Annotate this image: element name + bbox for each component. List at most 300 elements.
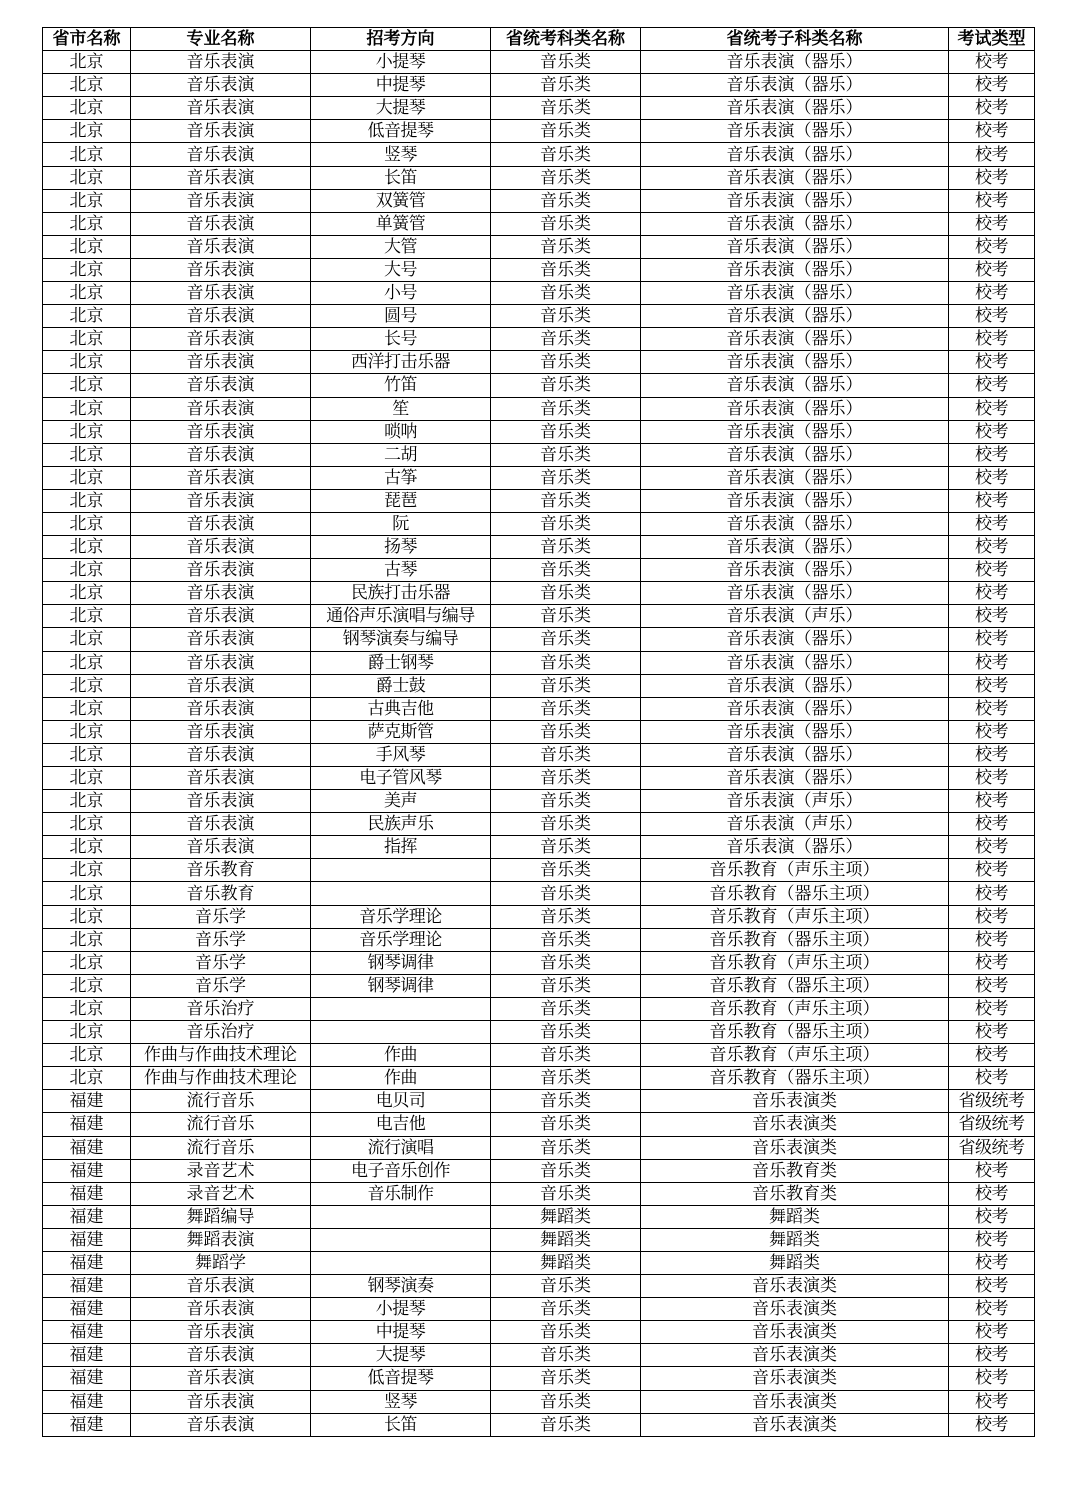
cell-exam-type: 校考 — [949, 1298, 1035, 1321]
cell-exam-type: 校考 — [949, 628, 1035, 651]
cell-category: 音乐类 — [491, 74, 641, 97]
cell-exam-type: 校考 — [949, 674, 1035, 697]
cell-category: 音乐类 — [491, 790, 641, 813]
cell-exam-type: 校考 — [949, 790, 1035, 813]
cell-category: 音乐类 — [491, 997, 641, 1020]
cell-direction: 中提琴 — [311, 74, 491, 97]
cell-subcategory: 音乐教育（器乐主项） — [641, 1021, 949, 1044]
cell-major: 音乐教育 — [131, 859, 311, 882]
cell-major: 音乐表演 — [131, 258, 311, 281]
table-row — [43, 605, 1035, 628]
cell-category: 音乐类 — [491, 536, 641, 559]
cell-major: 音乐表演 — [131, 813, 311, 836]
cell-major: 音乐表演 — [131, 767, 311, 790]
cell-exam-type: 校考 — [949, 97, 1035, 120]
cell-exam-type: 校考 — [949, 859, 1035, 882]
cell-exam-type: 省级统考 — [949, 1090, 1035, 1113]
cell-direction: 音乐制作 — [311, 1182, 491, 1205]
table-row — [43, 697, 1035, 720]
cell-category: 音乐类 — [491, 212, 641, 235]
cell-province: 北京 — [43, 697, 131, 720]
cell-exam-type: 校考 — [949, 536, 1035, 559]
table-row — [43, 905, 1035, 928]
cell-province: 北京 — [43, 928, 131, 951]
cell-exam-type: 校考 — [949, 305, 1035, 328]
cell-province: 北京 — [43, 235, 131, 258]
cell-major: 录音艺术 — [131, 1159, 311, 1182]
cell-province: 北京 — [43, 1044, 131, 1067]
cell-category: 音乐类 — [491, 235, 641, 258]
header-direction: 招考方向 — [311, 28, 491, 51]
cell-category: 音乐类 — [491, 1390, 641, 1413]
cell-subcategory: 音乐教育（声乐主项） — [641, 859, 949, 882]
table-row — [43, 443, 1035, 466]
cell-direction: 钢琴演奏 — [311, 1275, 491, 1298]
cell-major: 舞蹈编导 — [131, 1205, 311, 1228]
cell-exam-type: 省级统考 — [949, 1136, 1035, 1159]
table-row — [43, 143, 1035, 166]
table-row — [43, 1413, 1035, 1436]
cell-exam-type: 校考 — [949, 258, 1035, 281]
cell-subcategory: 音乐表演类 — [641, 1113, 949, 1136]
header-major: 专业名称 — [131, 28, 311, 51]
cell-major: 音乐表演 — [131, 189, 311, 212]
cell-subcategory: 音乐表演（器乐） — [641, 351, 949, 374]
cell-category: 音乐类 — [491, 697, 641, 720]
cell-subcategory: 音乐表演（器乐） — [641, 628, 949, 651]
cell-subcategory: 音乐表演（声乐） — [641, 813, 949, 836]
cell-major: 音乐表演 — [131, 582, 311, 605]
cell-exam-type: 校考 — [949, 951, 1035, 974]
cell-direction: 竖琴 — [311, 143, 491, 166]
cell-direction: 手风琴 — [311, 743, 491, 766]
cell-province: 福建 — [43, 1205, 131, 1228]
cell-province: 福建 — [43, 1136, 131, 1159]
cell-direction: 通俗声乐演唱与编导 — [311, 605, 491, 628]
cell-province: 福建 — [43, 1228, 131, 1251]
cell-exam-type: 校考 — [949, 1182, 1035, 1205]
cell-category: 音乐类 — [491, 489, 641, 512]
table-row — [43, 1367, 1035, 1390]
cell-direction: 圆号 — [311, 305, 491, 328]
cell-major: 音乐表演 — [131, 166, 311, 189]
cell-subcategory: 音乐表演（器乐） — [641, 235, 949, 258]
cell-major: 音乐表演 — [131, 51, 311, 74]
cell-category: 音乐类 — [491, 397, 641, 420]
cell-direction: 钢琴调律 — [311, 951, 491, 974]
cell-subcategory: 音乐表演（器乐） — [641, 212, 949, 235]
table-row — [43, 1321, 1035, 1344]
cell-major: 音乐表演 — [131, 559, 311, 582]
cell-major: 音乐治疗 — [131, 1021, 311, 1044]
cell-subcategory: 音乐表演（器乐） — [641, 443, 949, 466]
cell-province: 北京 — [43, 790, 131, 813]
cell-subcategory: 音乐表演类 — [641, 1090, 949, 1113]
cell-major: 音乐表演 — [131, 120, 311, 143]
cell-province: 北京 — [43, 1067, 131, 1090]
cell-province: 北京 — [43, 651, 131, 674]
cell-subcategory: 音乐表演（器乐） — [641, 397, 949, 420]
cell-subcategory: 音乐表演（器乐） — [641, 512, 949, 535]
cell-category: 音乐类 — [491, 582, 641, 605]
cell-major: 音乐表演 — [131, 282, 311, 305]
cell-category: 音乐类 — [491, 166, 641, 189]
cell-major: 音乐表演 — [131, 674, 311, 697]
cell-subcategory: 音乐表演（器乐） — [641, 836, 949, 859]
cell-exam-type: 校考 — [949, 1321, 1035, 1344]
cell-province: 北京 — [43, 305, 131, 328]
table-row — [43, 1205, 1035, 1228]
cell-major: 舞蹈学 — [131, 1251, 311, 1274]
table-header — [43, 28, 1035, 51]
cell-direction — [311, 997, 491, 1020]
cell-exam-type: 校考 — [949, 143, 1035, 166]
cell-major: 录音艺术 — [131, 1182, 311, 1205]
cell-direction: 音乐学理论 — [311, 928, 491, 951]
cell-exam-type: 校考 — [949, 351, 1035, 374]
cell-exam-type: 校考 — [949, 559, 1035, 582]
table-row — [43, 489, 1035, 512]
cell-direction: 竹笛 — [311, 374, 491, 397]
cell-province: 福建 — [43, 1251, 131, 1274]
cell-exam-type: 校考 — [949, 51, 1035, 74]
cell-major: 音乐表演 — [131, 235, 311, 258]
cell-direction: 中提琴 — [311, 1321, 491, 1344]
cell-major: 音乐表演 — [131, 97, 311, 120]
cell-direction — [311, 1021, 491, 1044]
cell-category: 音乐类 — [491, 51, 641, 74]
cell-category: 音乐类 — [491, 443, 641, 466]
table-row — [43, 1251, 1035, 1274]
cell-province: 北京 — [43, 974, 131, 997]
cell-major: 音乐表演 — [131, 605, 311, 628]
cell-exam-type: 校考 — [949, 512, 1035, 535]
cell-category: 音乐类 — [491, 651, 641, 674]
cell-category: 音乐类 — [491, 258, 641, 281]
cell-province: 福建 — [43, 1413, 131, 1436]
cell-direction: 指挥 — [311, 836, 491, 859]
cell-province: 福建 — [43, 1321, 131, 1344]
cell-category: 音乐类 — [491, 1344, 641, 1367]
cell-subcategory: 音乐表演（器乐） — [641, 120, 949, 143]
table-row — [43, 813, 1035, 836]
cell-category: 音乐类 — [491, 605, 641, 628]
cell-major: 舞蹈表演 — [131, 1228, 311, 1251]
cell-subcategory: 音乐表演（器乐） — [641, 651, 949, 674]
cell-direction: 阮 — [311, 512, 491, 535]
table-row — [43, 928, 1035, 951]
cell-direction: 单簧管 — [311, 212, 491, 235]
cell-exam-type: 校考 — [949, 328, 1035, 351]
cell-province: 北京 — [43, 143, 131, 166]
cell-subcategory: 音乐表演类 — [641, 1344, 949, 1367]
cell-exam-type: 校考 — [949, 605, 1035, 628]
cell-major: 音乐表演 — [131, 651, 311, 674]
cell-province: 福建 — [43, 1090, 131, 1113]
cell-major: 音乐表演 — [131, 536, 311, 559]
cell-exam-type: 校考 — [949, 767, 1035, 790]
cell-province: 北京 — [43, 997, 131, 1020]
table-row — [43, 328, 1035, 351]
cell-province: 北京 — [43, 836, 131, 859]
cell-province: 福建 — [43, 1390, 131, 1413]
cell-subcategory: 音乐表演（器乐） — [641, 767, 949, 790]
cell-direction: 流行演唱 — [311, 1136, 491, 1159]
cell-province: 北京 — [43, 536, 131, 559]
table-row — [43, 651, 1035, 674]
cell-subcategory: 音乐表演（器乐） — [641, 258, 949, 281]
cell-major: 音乐表演 — [131, 212, 311, 235]
cell-major: 音乐表演 — [131, 1390, 311, 1413]
cell-province: 北京 — [43, 767, 131, 790]
cell-exam-type: 校考 — [949, 651, 1035, 674]
table-body — [43, 51, 1035, 1437]
cell-subcategory: 音乐表演（器乐） — [641, 74, 949, 97]
cell-province: 北京 — [43, 582, 131, 605]
cell-exam-type: 校考 — [949, 397, 1035, 420]
cell-category: 音乐类 — [491, 1182, 641, 1205]
cell-province: 北京 — [43, 420, 131, 443]
cell-major: 音乐表演 — [131, 512, 311, 535]
cell-direction: 低音提琴 — [311, 120, 491, 143]
cell-direction: 电子音乐创作 — [311, 1159, 491, 1182]
table-row — [43, 305, 1035, 328]
cell-major: 音乐表演 — [131, 328, 311, 351]
table-row — [43, 235, 1035, 258]
cell-subcategory: 音乐表演（器乐） — [641, 559, 949, 582]
cell-direction: 民族声乐 — [311, 813, 491, 836]
table-row — [43, 258, 1035, 281]
cell-category: 音乐类 — [491, 951, 641, 974]
cell-direction: 爵士鼓 — [311, 674, 491, 697]
cell-category: 音乐类 — [491, 1367, 641, 1390]
cell-major: 音乐表演 — [131, 836, 311, 859]
table-row — [43, 536, 1035, 559]
cell-exam-type: 校考 — [949, 1067, 1035, 1090]
cell-direction: 萨克斯管 — [311, 720, 491, 743]
table-row — [43, 282, 1035, 305]
cell-category: 音乐类 — [491, 720, 641, 743]
table-row — [43, 420, 1035, 443]
cell-direction: 长笛 — [311, 166, 491, 189]
cell-subcategory: 音乐表演（器乐） — [641, 720, 949, 743]
table-row — [43, 397, 1035, 420]
table-row — [43, 790, 1035, 813]
header-subcategory: 省统考子科类名称 — [641, 28, 949, 51]
cell-major: 音乐表演 — [131, 489, 311, 512]
cell-exam-type: 校考 — [949, 1344, 1035, 1367]
cell-province: 北京 — [43, 120, 131, 143]
cell-province: 福建 — [43, 1275, 131, 1298]
cell-province: 北京 — [43, 212, 131, 235]
cell-direction — [311, 1205, 491, 1228]
cell-exam-type: 校考 — [949, 1021, 1035, 1044]
cell-category: 音乐类 — [491, 905, 641, 928]
cell-direction: 美声 — [311, 790, 491, 813]
table-row — [43, 1113, 1035, 1136]
cell-subcategory: 音乐表演（器乐） — [641, 305, 949, 328]
cell-major: 音乐表演 — [131, 443, 311, 466]
cell-subcategory: 音乐表演（器乐） — [641, 374, 949, 397]
cell-major: 流行音乐 — [131, 1136, 311, 1159]
cell-category: 音乐类 — [491, 420, 641, 443]
cell-subcategory: 音乐表演（器乐） — [641, 466, 949, 489]
cell-direction: 唢呐 — [311, 420, 491, 443]
table-row — [43, 1390, 1035, 1413]
cell-direction — [311, 1228, 491, 1251]
cell-subcategory: 音乐表演（器乐） — [641, 189, 949, 212]
cell-direction: 爵士钢琴 — [311, 651, 491, 674]
cell-exam-type: 校考 — [949, 697, 1035, 720]
cell-subcategory: 音乐表演类 — [641, 1275, 949, 1298]
table-row — [43, 74, 1035, 97]
cell-major: 音乐表演 — [131, 1367, 311, 1390]
cell-exam-type: 校考 — [949, 1228, 1035, 1251]
cell-direction: 大管 — [311, 235, 491, 258]
cell-province: 北京 — [43, 628, 131, 651]
cell-province: 北京 — [43, 813, 131, 836]
cell-category: 音乐类 — [491, 1275, 641, 1298]
cell-subcategory: 音乐表演（器乐） — [641, 420, 949, 443]
cell-exam-type: 校考 — [949, 720, 1035, 743]
cell-major: 音乐学 — [131, 928, 311, 951]
cell-direction: 扬琴 — [311, 536, 491, 559]
cell-category: 音乐类 — [491, 1136, 641, 1159]
cell-direction: 低音提琴 — [311, 1367, 491, 1390]
cell-exam-type: 校考 — [949, 74, 1035, 97]
cell-province: 福建 — [43, 1159, 131, 1182]
cell-direction: 作曲 — [311, 1067, 491, 1090]
cell-subcategory: 音乐表演（器乐） — [641, 536, 949, 559]
table-row — [43, 212, 1035, 235]
cell-category: 音乐类 — [491, 1321, 641, 1344]
cell-exam-type: 校考 — [949, 813, 1035, 836]
table-row — [43, 1021, 1035, 1044]
cell-subcategory: 音乐教育（声乐主项） — [641, 951, 949, 974]
table-row — [43, 97, 1035, 120]
cell-exam-type: 校考 — [949, 743, 1035, 766]
cell-subcategory: 音乐表演（器乐） — [641, 143, 949, 166]
cell-subcategory: 音乐表演类 — [641, 1413, 949, 1436]
cell-exam-type: 校考 — [949, 1159, 1035, 1182]
cell-province: 北京 — [43, 397, 131, 420]
cell-major: 音乐学 — [131, 905, 311, 928]
cell-category: 音乐类 — [491, 1021, 641, 1044]
table-row — [43, 882, 1035, 905]
cell-category: 音乐类 — [491, 351, 641, 374]
cell-province: 北京 — [43, 743, 131, 766]
cell-subcategory: 音乐表演（器乐） — [641, 51, 949, 74]
cell-major: 音乐教育 — [131, 882, 311, 905]
table-row — [43, 859, 1035, 882]
cell-major: 音乐表演 — [131, 305, 311, 328]
cell-province: 北京 — [43, 166, 131, 189]
cell-subcategory: 音乐表演（器乐） — [641, 582, 949, 605]
cell-direction: 西洋打击乐器 — [311, 351, 491, 374]
cell-direction: 大提琴 — [311, 1344, 491, 1367]
cell-exam-type: 校考 — [949, 420, 1035, 443]
cell-category: 音乐类 — [491, 859, 641, 882]
cell-exam-type: 校考 — [949, 997, 1035, 1020]
cell-exam-type: 省级统考 — [949, 1113, 1035, 1136]
cell-category: 音乐类 — [491, 559, 641, 582]
cell-direction: 古琴 — [311, 559, 491, 582]
table-row — [43, 559, 1035, 582]
cell-subcategory: 音乐表演类 — [641, 1390, 949, 1413]
cell-province: 福建 — [43, 1298, 131, 1321]
table-row — [43, 1067, 1035, 1090]
cell-category: 音乐类 — [491, 928, 641, 951]
cell-subcategory: 音乐表演（声乐） — [641, 790, 949, 813]
cell-category: 音乐类 — [491, 143, 641, 166]
cell-subcategory: 音乐教育类 — [641, 1159, 949, 1182]
cell-direction: 古筝 — [311, 466, 491, 489]
cell-exam-type: 校考 — [949, 928, 1035, 951]
cell-category: 音乐类 — [491, 1113, 641, 1136]
cell-category: 音乐类 — [491, 282, 641, 305]
cell-exam-type: 校考 — [949, 189, 1035, 212]
cell-category: 舞蹈类 — [491, 1228, 641, 1251]
cell-exam-type: 校考 — [949, 1390, 1035, 1413]
cell-major: 音乐表演 — [131, 351, 311, 374]
cell-province: 北京 — [43, 351, 131, 374]
cell-subcategory: 音乐表演（器乐） — [641, 674, 949, 697]
cell-category: 音乐类 — [491, 305, 641, 328]
cell-major: 音乐表演 — [131, 420, 311, 443]
cell-subcategory: 音乐教育（声乐主项） — [641, 1044, 949, 1067]
cell-province: 北京 — [43, 466, 131, 489]
cell-direction: 电子管风琴 — [311, 767, 491, 790]
cell-exam-type: 校考 — [949, 489, 1035, 512]
cell-subcategory: 音乐教育（声乐主项） — [641, 997, 949, 1020]
cell-category: 音乐类 — [491, 743, 641, 766]
cell-major: 音乐表演 — [131, 1321, 311, 1344]
cell-direction: 双簧管 — [311, 189, 491, 212]
table-row — [43, 1344, 1035, 1367]
table-row — [43, 628, 1035, 651]
cell-subcategory: 舞蹈类 — [641, 1228, 949, 1251]
cell-direction: 琵琶 — [311, 489, 491, 512]
cell-province: 福建 — [43, 1113, 131, 1136]
cell-direction: 音乐学理论 — [311, 905, 491, 928]
cell-direction: 电吉他 — [311, 1113, 491, 1136]
cell-direction: 竖琴 — [311, 1390, 491, 1413]
cell-category: 音乐类 — [491, 813, 641, 836]
table-row — [43, 1044, 1035, 1067]
table-row — [43, 1228, 1035, 1251]
cell-major: 音乐表演 — [131, 1344, 311, 1367]
cell-direction: 长号 — [311, 328, 491, 351]
cell-subcategory: 音乐表演（器乐） — [641, 328, 949, 351]
cell-major: 音乐学 — [131, 974, 311, 997]
cell-major: 音乐表演 — [131, 466, 311, 489]
cell-major: 音乐表演 — [131, 397, 311, 420]
cell-major: 流行音乐 — [131, 1113, 311, 1136]
cell-category: 音乐类 — [491, 1044, 641, 1067]
cell-category: 音乐类 — [491, 767, 641, 790]
cell-subcategory: 音乐表演（器乐） — [641, 166, 949, 189]
table-row — [43, 743, 1035, 766]
header-category: 省统考科类名称 — [491, 28, 641, 51]
cell-exam-type: 校考 — [949, 1275, 1035, 1298]
table-row — [43, 1090, 1035, 1113]
table-row — [43, 166, 1035, 189]
cell-major: 音乐表演 — [131, 790, 311, 813]
table-row — [43, 120, 1035, 143]
cell-category: 音乐类 — [491, 374, 641, 397]
table-row — [43, 1275, 1035, 1298]
cell-province: 福建 — [43, 1182, 131, 1205]
